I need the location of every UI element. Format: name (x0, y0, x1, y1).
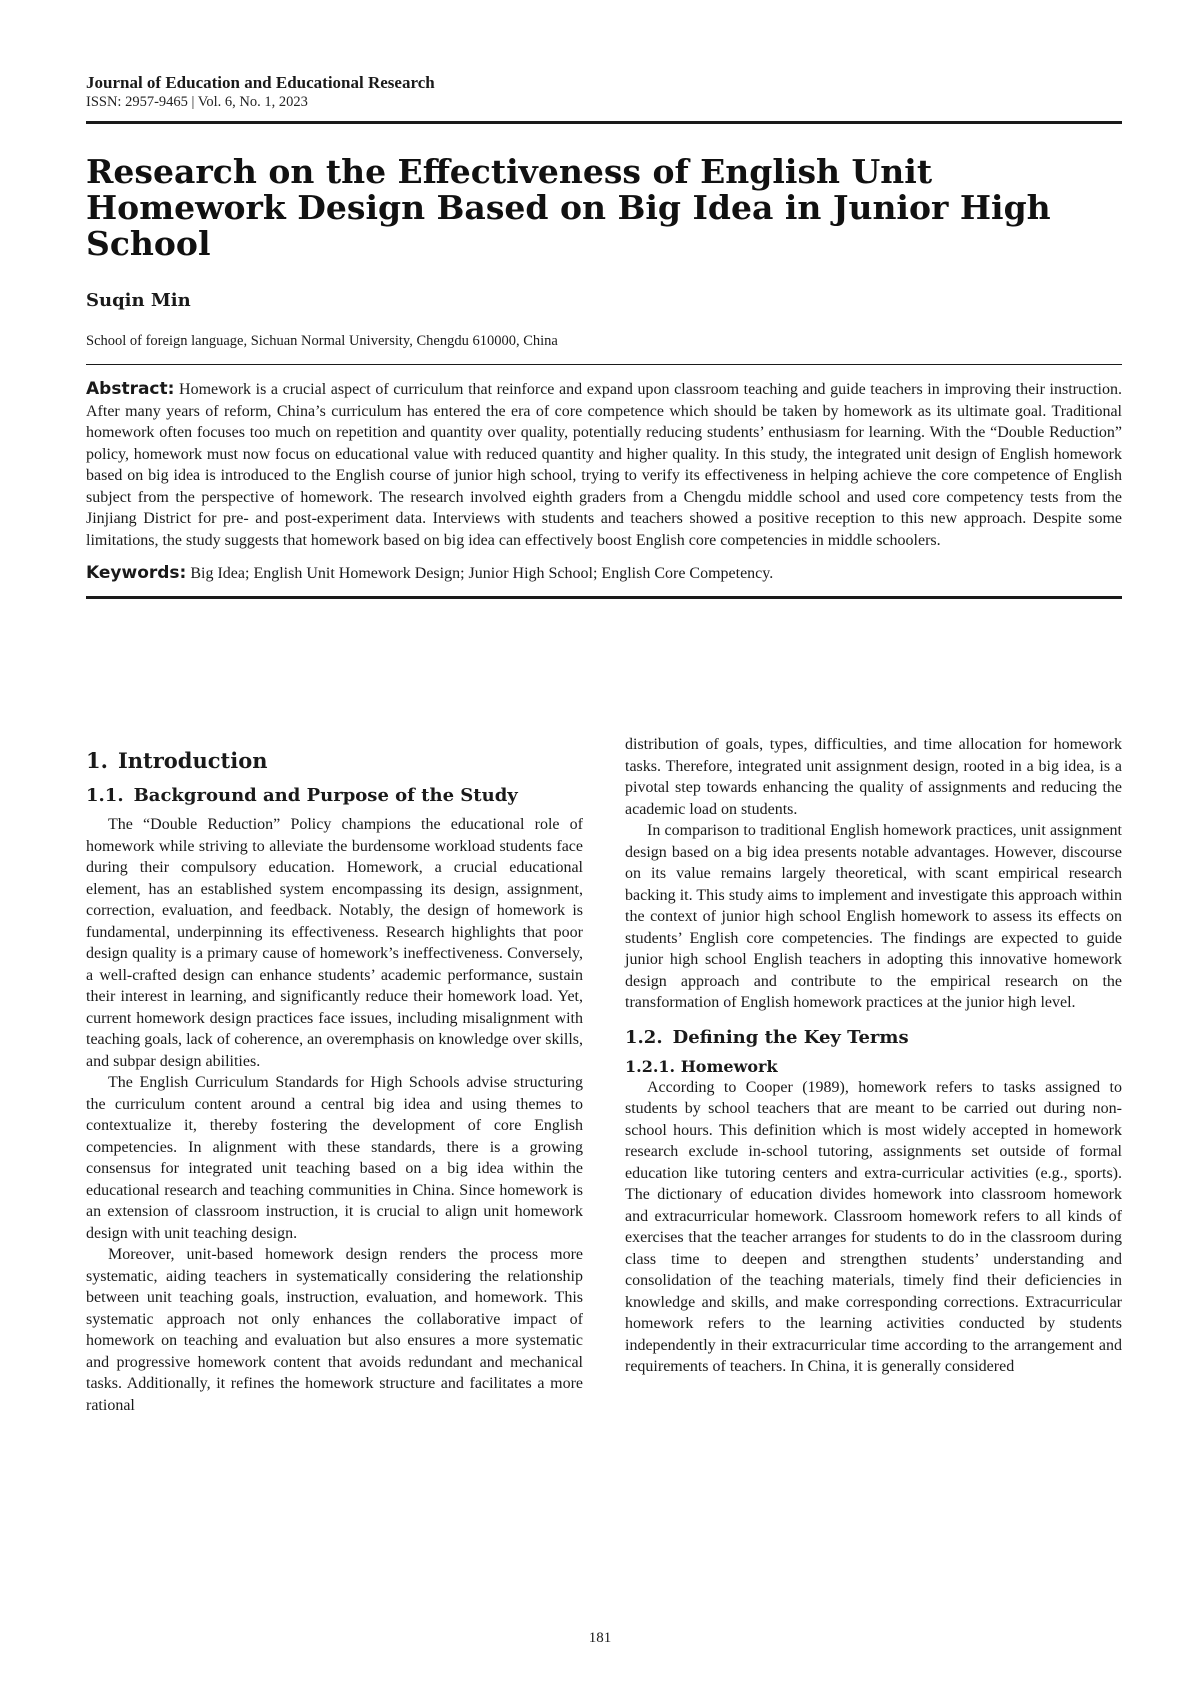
paragraph: distribution of goals, types, difficulties, and time allocation for homework tasks. Therefore, integrated unit assignment design, rooted in a big idea, is a pivotal step towards enhancing the quality of assignments and reducing the academic load on students. (625, 736, 1122, 818)
paragraph: The English Curriculum Standards for High Schools advise structuring the curriculum content around a central big idea and using themes to contextualize it, thereby fostering the development of core English competencies. In alignment with these standards, there is a growing consensus for integrated unit teaching based on a big idea within the educational research and teaching communities in China. Since homework is an extension of classroom instruction, it is crucial to align unit homework design with unit teaching design. (86, 1074, 583, 1242)
subsection-heading-key-terms (625, 1026, 1122, 1050)
abstract-text: Homework is a crucial aspect of curriculum that reinforce and expand upon classroom teaching and guide teachers in improving their instruction. After many years of reform, China’s curriculum has entered the era of core competence which should be taken by homework as its ultimate goal. Traditional homework often focuses too much on repetition and quantity over quality, potentially reducing students’ enthusiasm for learning. With the “Double Reduction” policy, homework must now focus on educational value with reduced quantity and higher quality. In this study, the integrated unit design of English homework based on big idea is introduced to the English course of junior high school, trying to verify its effectiveness in helping achieve the core competence of English subject from the perspective of homework. The research involved eighth graders from a Chengdu middle school and used core competency tests from the Jinjiang District for pre- and post-experiment data. Interviews with students and teachers showed a positive reception to this new approach. Despite some limitations, the study suggests that homework based on big idea can effectively boost English core competencies in middle schoolers. (86, 381, 1122, 549)
author-affiliation: School of foreign language, Sichuan Normal University, Chengdu 610000, China (86, 333, 558, 349)
subsection-title: Background and Purpose of the Study (133, 785, 518, 806)
keywords (86, 563, 1122, 585)
right-column (625, 734, 1122, 1378)
subsection-number: 1.1. (86, 785, 124, 806)
abstract (86, 379, 1122, 551)
section-title: Introduction (117, 748, 268, 773)
journal-issn: ISSN: 2957-9465 | Vol. 6, No. 1, 2023 (86, 94, 308, 110)
subsubsection-title: Homework (680, 1056, 778, 1076)
paragraph: Moreover, unit-based homework design renders the process more systematic, aiding teachers in systematically considering the relationship between unit teaching goals, instruction, evaluation, and homework. This systematic approach not only enhances the collaborative impact of homework on teaching and evaluation but also ensures a more systematic and progressive homework content that avoids redundant and mechanical tasks. Additionally, it refines the homework structure and facilitates a more rational (86, 1246, 583, 1414)
left-column (86, 738, 583, 1416)
abstract-top-rule (86, 364, 1122, 365)
abstract-bottom-rule (86, 596, 1122, 599)
paragraph: In comparison to traditional English homework practices, unit assignment design based on a big idea presents notable advantages. However, discourse on its value remains largely theoretical, with scant empirical research backing it. This study aims to implement and investigate this approach within the context of junior high school English homework to assess its effects on students’ English core competencies. The findings are expected to guide junior high school English teachers in adopting this innovative homework design approach and contribute to the empirical research on the transformation of English homework practices at the junior high level. (625, 822, 1122, 1011)
page-number: 181 (588, 1630, 612, 1646)
subsection-title: Defining the Key Terms (672, 1026, 909, 1048)
subsubsection-number: 1.2.1. (625, 1056, 676, 1076)
author-name: Suqin Min (86, 290, 191, 311)
paragraph: According to Cooper (1989), homework refers to tasks assigned to students by school teachers that are meant to be carried out during non-school hours. This definition which is most widely accepted in homework research exclude in-school tutoring, assignments set outside of formal education like tutoring centers and extra-curricular activities (e.g., sports). The dictionary of education divides homework into classroom homework and extracurricular homework. Classroom homework refers to all kinds of exercises that the teacher arranges for students to do in the classroom during class time to deepen and strengthen students’ understanding and consolidation of the teaching materials, timely find their deficiencies in knowledge and skills, and make corresponding corrections. Extracurricular homework refers to the learning activities conducted by students independently in their extracurricular time according to the arrangement and requirements of teachers. In China, it is generally considered (625, 1078, 1122, 1375)
article-title: Research on the Effectiveness of English Unit Homework Design Based on Big Idea in Junior High School (86, 152, 1051, 263)
keywords-text: Big Idea; English Unit Homework Design; Junior High School; English Core Competency. (190, 565, 774, 582)
section-number: 1. (86, 748, 108, 773)
paragraph: The “Double Reduction” Policy champions the educational role of homework while striving to alleviate the burdensome workload students face during their compulsory education. Homework, a crucial educational element, has an established system encompassing its design, assignment, correction, evaluation, and feedback. Notably, the design of homework is fundamental, underpinning its effectiveness. Research highlights that poor design quality is a primary cause of homework’s ineffectiveness. Conversely, a well-crafted design can enhance students’ academic performance, sustain their interest in learning, and significantly reduce their homework load. Yet, current homework design practices face issues, including misalignment with teaching goals, lack of coherence, an overemphasis on knowledge over skills, and subpar design abilities. (86, 816, 583, 1070)
section-heading-introduction (86, 748, 583, 774)
subsection-heading-background (86, 784, 583, 808)
keywords-label: Keywords: (86, 563, 187, 583)
subsubsection-heading-homework (625, 1056, 1122, 1077)
page-header-and-front-matter (86, 72, 1122, 599)
abstract-label: Abstract: (86, 379, 175, 399)
journal-name: Journal of Education and Educational Research (86, 73, 435, 92)
subsection-number: 1.2. (625, 1026, 663, 1048)
